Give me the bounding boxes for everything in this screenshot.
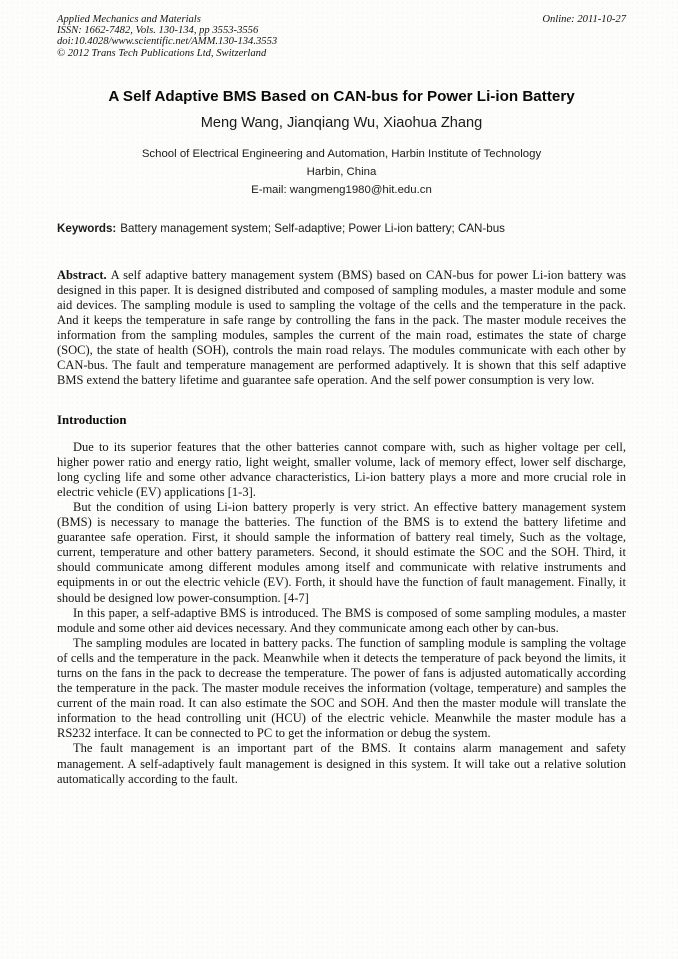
publication-header — [57, 14, 626, 59]
issn-line: ISSN: 1662-7482, Vols. 130-134, pp 3553-3556 — [57, 25, 259, 37]
email-line: E-mail: wangmeng1980@hit.edu.cn — [251, 183, 432, 196]
intro-paragraph: The fault management is an important part of the BMS. It contains alarm management and safety management. A self-adaptively fault management is designed in this system. It will take out a relative solution automatically according to the fault. — [57, 741, 626, 786]
doi-line: doi:10.4028/www.scientific.net/AMM.130-134.3553 — [57, 36, 278, 48]
intro-paragraph: In this paper, a self-adaptive BMS is introduced. The BMS is composed of some sampling modules, a master module and some other aid devices necessary. And they communicate among each other by can-bus. — [57, 605, 626, 635]
keywords-text: Battery management system; Self-adaptive; Power Li-ion battery; CAN-bus — [120, 221, 505, 235]
abstract-label: Abstract. — [57, 267, 107, 282]
intro-paragraph: Due to its superior features that the other batteries cannot compare with, such as higher voltage per cell, higher power ratio and energy ratio, light weight, smaller volume, lack of memory effect, lower self discharge, long cycling life and some other advance characteristics, Li-ion battery plays a more and more crucial role in electric vehicle (EV) applications [1-3]. — [57, 439, 626, 499]
keywords-label: Keywords: — [57, 221, 117, 235]
publication-info — [57, 14, 277, 59]
abstract-paragraph — [57, 268, 626, 389]
keywords-line — [57, 222, 626, 236]
introduction-body — [57, 440, 626, 787]
affiliation-line: School of Electrical Engineering and Automation, Harbin Institute of Technology — [141, 147, 542, 160]
title-block — [57, 88, 626, 199]
section-heading-introduction: Introduction — [57, 412, 127, 427]
authors-line: Meng Wang, Jianqiang Wu, Xiaohua Zhang — [200, 114, 483, 131]
intro-paragraph: But the condition of using Li-ion battery properly is very strict. An effective battery management system (BMS) is necessary to manage the batteries. The function of the BMS is to extend the battery lifetime and guarantee safe operation. First, it should sample the information of battery real timely, Such as the voltage, current, temperature and other battery parameters. Second, it should estimate the SOC and the SOH. Third, it should communicate among different modules among itself and communicate with relative instruments and equipments in or out the electric vehicle (EV). Forth, it should have the function of fault management. Finally, it should be designed low power-consumption. [4-7] — [57, 499, 626, 605]
page-title: A Self Adaptive BMS Based on CAN-bus for Power Li-ion Battery — [108, 87, 575, 105]
abstract-text: A self adaptive battery management system (BMS) based on CAN-bus for power Li-ion battery was designed in this paper. It is designed distributed and composed of sampling modules, a master module and some aid devices. The sampling module is used to sampling the voltage of the cells and the temperature in the pack. And it keeps the temperature in safe range by controlling the fans in the pack. The master module receives the information from the sampling modules, samples the current of the main road, estimates the state of charge (SOC), the state of health (SOH), controls the main road relays. The modules communicate with each other by CAN-bus. The fault and temperature management are performed adaptively. It is shown that this self adaptive BMS extend the battery lifetime and guarantee safe operation. And the self power consumption is very low. — [57, 267, 626, 388]
online-date: Online: 2011-10-27 — [542, 14, 626, 25]
city-line: Harbin, China — [306, 165, 377, 178]
copyright-line: © 2012 Trans Tech Publications Ltd, Switzerland — [57, 47, 267, 59]
journal-name: Applied Mechanics and Materials — [57, 14, 201, 25]
intro-paragraph: The sampling modules are located in battery packs. The function of sampling module is sampling the voltage of cells and the temperature in the pack. Meanwhile when it detects the temperature of pack beyond the limits, it turns on the fans in the pack to decrease the temperature. The power of fans is adjusted automatically according the temperature in the pack. The master module receives the information (voltage, temperature) and samples the current of the main road. It can also estimate the SOC and SOH. And then the master module will translate the information to the head controlling unit (HCU) of the electric vehicle. Meanwhile the master module has a RS232 interface. It can be connected to PC to get the information or debug the system. — [57, 635, 626, 741]
